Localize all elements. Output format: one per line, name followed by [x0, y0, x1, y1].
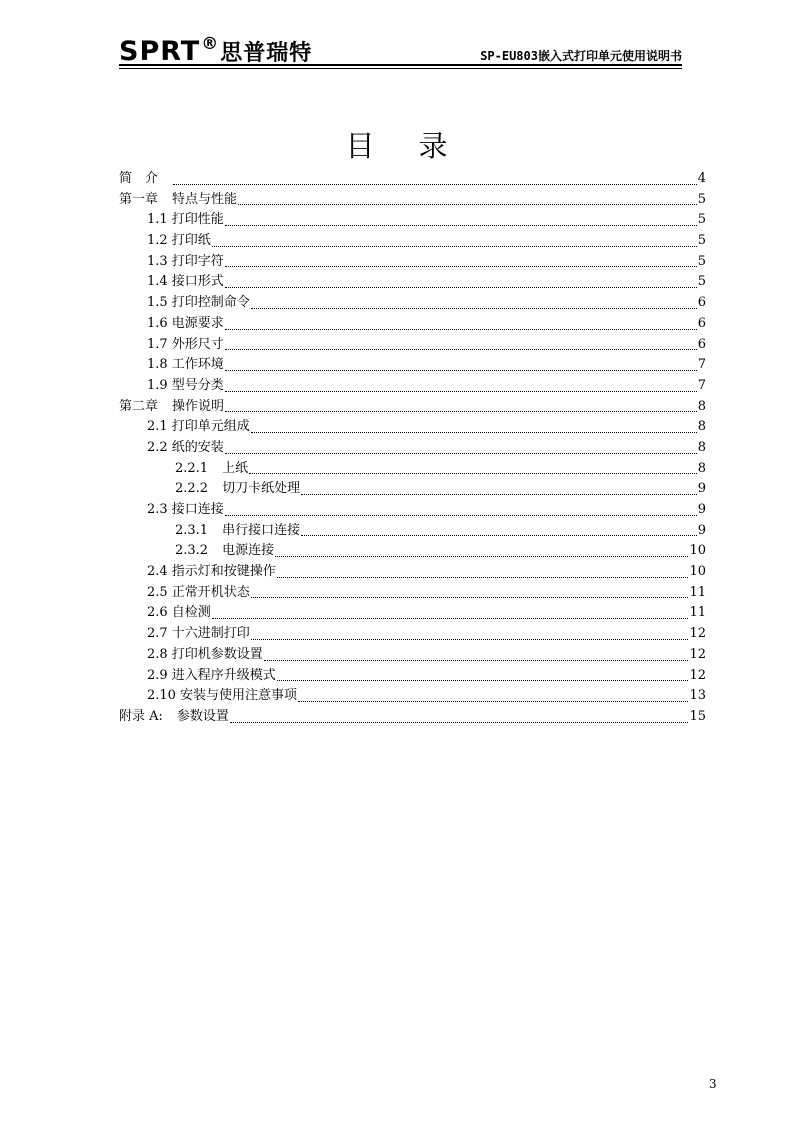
toc-entry-number: 2.2.1 [175, 460, 209, 476]
toc-entry-page: 7 [697, 377, 706, 393]
toc-entry-label: 打印纸 [171, 233, 211, 249]
toc-entry-number: 2.5 [147, 584, 168, 600]
toc-entry-number: 2.3.1 [175, 522, 209, 538]
toc-entry[interactable] [119, 417, 706, 438]
toc-entry-number: 2.4 [147, 564, 168, 580]
toc-entry-page: 12 [689, 646, 706, 662]
toc-entry-label: 参数设置 [176, 708, 229, 724]
toc-title: 目录 [345, 129, 492, 163]
toc-entry-label: 打印机参数设置 [171, 646, 263, 662]
toc-entry-number: 2.8 [147, 646, 168, 662]
toc-leader-dots [251, 638, 689, 640]
toc-entry[interactable] [119, 583, 706, 604]
toc-entry-label: 工作环境 [171, 357, 224, 373]
toc-leader-dots [277, 576, 689, 578]
toc-leader-dots [225, 369, 697, 371]
toc-entry-number: 1.7 [147, 336, 168, 352]
toc-entry[interactable] [119, 190, 706, 211]
toc-entry-label: 型号分类 [171, 377, 224, 393]
toc-entry-number: 1.8 [147, 357, 168, 373]
toc-entry-label: 切刀卡纸处理 [222, 481, 301, 497]
toc-entry-number: 1.3 [147, 253, 168, 269]
toc-entry-label: 安装与使用注意事项 [179, 688, 297, 704]
toc-entry[interactable] [119, 645, 706, 666]
toc-entry-label: 外形尺寸 [171, 336, 224, 352]
toc-leader-dots [230, 721, 689, 723]
toc-leader-dots [277, 679, 689, 681]
toc-entry[interactable] [119, 252, 706, 273]
toc-entry-label: 自检测 [171, 605, 211, 621]
toc-leader-dots [225, 514, 697, 516]
toc-entry-page: 5 [697, 274, 706, 290]
toc-entry-label: 上纸 [222, 460, 249, 476]
toc-entry-page: 8 [697, 460, 706, 476]
toc-leader-dots [275, 555, 688, 557]
toc-leader-dots [225, 390, 697, 392]
toc-entry-number: 1.4 [147, 274, 168, 290]
toc-entry-page: 10 [689, 543, 706, 559]
toc-entry-label: 指示灯和按键操作 [171, 564, 276, 580]
toc-entry[interactable] [119, 479, 706, 500]
toc-entry-page: 12 [689, 626, 706, 642]
toc-entry-number: 1.2 [147, 233, 168, 249]
toc-entry-page: 5 [697, 191, 706, 207]
toc-entry-page: 6 [697, 336, 706, 352]
toc-entry[interactable] [119, 624, 706, 645]
toc-leader-dots [225, 265, 697, 267]
toc-entry-page: 8 [697, 398, 706, 414]
toc-entry[interactable] [119, 521, 706, 542]
toc-entry[interactable] [119, 500, 706, 521]
toc-entry-number: 2.2 [147, 439, 168, 455]
toc-leader-dots [225, 410, 697, 412]
toc-entry[interactable] [119, 272, 706, 293]
toc-entry-page: 15 [689, 708, 706, 724]
toc-entry-page: 13 [689, 688, 706, 704]
toc-leader-dots [225, 452, 697, 454]
toc-entry-page: 9 [697, 481, 706, 497]
toc-entry-page: 9 [697, 522, 706, 538]
toc-entry[interactable] [119, 603, 706, 624]
toc-entry[interactable] [119, 355, 706, 376]
toc-leader-dots [238, 203, 697, 205]
toc-entry-number: 附录 A: [119, 708, 163, 724]
toc-leader-dots [225, 286, 697, 288]
toc-entry-number: 2.7 [147, 626, 168, 642]
toc-entry-label: 特点与性能 [172, 191, 238, 207]
toc-entry[interactable] [119, 314, 706, 335]
toc-entry-page: 11 [689, 605, 706, 621]
toc-leader-dots [251, 596, 689, 598]
toc-entry-number: 2.9 [147, 667, 168, 683]
toc-entry-page: 10 [689, 564, 706, 580]
toc-entry-page: 6 [697, 295, 706, 311]
toc-entry[interactable] [119, 210, 706, 231]
toc-leader-dots [251, 307, 697, 309]
toc-entry-page: 5 [697, 212, 706, 228]
toc-entry[interactable] [119, 707, 706, 728]
header-rule-thin [119, 68, 682, 69]
toc-entry[interactable] [119, 169, 706, 190]
toc-entry-label: 打印控制命令 [171, 295, 250, 311]
toc-entry[interactable] [119, 293, 706, 314]
toc-entry-label: 十六进制打印 [171, 626, 250, 642]
toc-entry[interactable] [119, 666, 706, 687]
toc-leader-dots [301, 493, 697, 495]
toc-entry-page: 8 [697, 419, 706, 435]
toc-entry-page: 8 [697, 439, 706, 455]
toc-entry-number: 2.10 [147, 688, 176, 704]
toc-leader-dots [225, 224, 697, 226]
toc-entry-label: 接口连接 [171, 502, 224, 517]
toc-entry-number: 2.2.2 [175, 481, 209, 497]
toc-entry-number: 第一章 [119, 191, 159, 207]
toc-entry[interactable] [119, 541, 706, 562]
toc-leader-dots [298, 700, 688, 702]
toc-entry-number: 2.3.2 [175, 543, 209, 559]
toc-entry-page: 4 [697, 171, 706, 186]
registered-mark: ® [201, 34, 219, 54]
toc-entry-page: 9 [697, 502, 706, 517]
toc-leader-dots [251, 431, 697, 433]
toc-entry-number: 1.9 [147, 377, 168, 393]
toc-leader-dots [249, 472, 697, 474]
toc-entry-page: 5 [697, 233, 706, 249]
table-of-contents [119, 169, 706, 728]
toc-entry-label: 接口形式 [171, 274, 224, 290]
toc-entry-label: 电源连接 [222, 543, 275, 559]
toc-entry[interactable] [119, 562, 706, 583]
toc-entry-label: 串行接口连接 [222, 522, 301, 538]
header-rule-thick [119, 64, 682, 66]
toc-leader-dots [301, 534, 697, 536]
toc-entry-page: 7 [697, 357, 706, 373]
toc-leader-dots [173, 183, 697, 185]
toc-entry-page: 5 [697, 253, 706, 269]
toc-leader-dots [225, 328, 697, 330]
page-number: 3 [709, 1077, 717, 1091]
toc-entry-label: 正常开机状态 [171, 584, 250, 600]
toc-leader-dots [264, 659, 689, 661]
brand-chinese: 思普瑞特 [220, 41, 313, 66]
toc-entry-number: 第二章 [119, 398, 159, 414]
toc-entry-number: 2.3 [147, 502, 168, 517]
toc-entry-number: 2.1 [147, 419, 168, 435]
toc-entry-number: 1.6 [147, 315, 168, 331]
toc-entry-label: 操作说明 [172, 398, 225, 414]
toc-entry-label: 进入程序升级模式 [171, 667, 276, 683]
toc-entry-number: 简 介 [119, 171, 159, 186]
toc-entry-label: 打印字符 [171, 253, 224, 269]
toc-leader-dots [212, 245, 697, 247]
toc-entry-number: 1.1 [147, 212, 168, 228]
brand-logo [119, 34, 312, 67]
toc-entry-number: 2.6 [147, 605, 168, 621]
toc-entry-label: 纸的安装 [171, 439, 224, 455]
document-title: SP-EU803嵌入式打印单元使用说明书 [480, 49, 682, 63]
toc-leader-dots [225, 348, 697, 350]
toc-entry[interactable] [119, 231, 706, 252]
toc-entry-page: 6 [697, 315, 706, 331]
toc-entry-label: 电源要求 [171, 315, 224, 331]
toc-entry[interactable] [119, 438, 706, 459]
toc-leader-dots [212, 617, 689, 619]
toc-entry-label: 打印单元组成 [171, 419, 250, 435]
toc-entry-number: 1.5 [147, 295, 168, 311]
toc-entry[interactable] [119, 335, 706, 356]
toc-entry[interactable] [119, 376, 706, 397]
page-header [119, 34, 682, 68]
toc-entry-page: 11 [689, 584, 706, 600]
toc-entry-label: 打印性能 [171, 212, 224, 228]
toc-entry-page: 12 [689, 667, 706, 683]
toc-entry[interactable] [119, 686, 706, 707]
toc-entry[interactable] [119, 459, 706, 480]
toc-entry[interactable] [119, 397, 706, 418]
brand-latin: SPRT [119, 36, 201, 67]
